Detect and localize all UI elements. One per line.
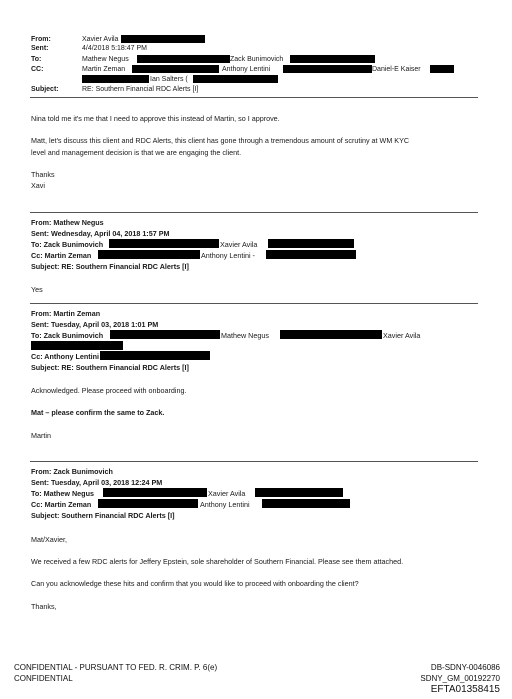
msg3-signature: Martin [31,431,51,440]
redaction [137,55,230,63]
subject-label: Subject: [31,86,59,93]
from-value: Xavier Avila [82,36,119,43]
redaction [132,65,219,73]
redaction [110,330,220,339]
redaction [31,341,123,350]
msg3-cc: Cc: Anthony Lentini [31,352,100,361]
redaction [266,250,356,259]
to-value-1: Mathew Negus [82,56,129,63]
footer-bates-1: DB-SDNY-0046086 [430,663,500,672]
redaction [109,239,219,248]
msg4-from: From: Zack Bunimovich [31,467,113,476]
cc-value-1: Martin Zeman [82,66,126,73]
msg4-cc-2: Anthony Lentini [200,500,250,509]
msg3-to-2: Mathew Negus [221,331,269,340]
msg4-to: To: Mathew Negus [31,489,94,498]
message-divider [30,212,478,213]
msg1-paragraph-2a: Matt, let's discuss this client and RDC Alerts, this client has gone through a tremendous amount of scrutiny at WM KYC [31,136,410,145]
cc-value-4: Ian Salters ( [150,76,188,83]
redaction [280,330,382,339]
redaction [268,239,354,248]
msg2-cc-2: Anthony Lentini - [201,251,255,260]
footer-confidential-1: CONFIDENTIAL - PURSUANT TO FED. R. CRIM. P. 6(e) [14,663,218,672]
msg2-body: Yes [31,285,43,294]
msg4-greeting: Mat/Xavier, [31,535,67,544]
msg2-from: From: Mathew Negus [31,218,104,227]
msg1-paragraph-2b: level and management decision is that we are engaging the client. [31,148,242,157]
msg3-body-2: Mat – please confirm the same to Zack. [31,408,165,417]
redaction [100,351,210,360]
header-divider [30,97,478,98]
from-label: From: [31,36,51,43]
redaction [255,488,343,497]
redaction [121,35,205,43]
redaction [430,65,454,73]
msg3-to: To: Zack Bunimovich [31,331,104,340]
to-label: To: [31,56,42,63]
msg3-body-1: Acknowledged. Please proceed with onboarding. [31,386,187,395]
footer-bates-2: SDNY_GM_00192270 [420,674,500,683]
redaction [290,55,375,63]
sent-label: Sent: [31,45,49,52]
cc-label: CC: [31,66,44,73]
redaction [193,75,278,83]
msg2-subject: Subject: RE: Southern Financial RDC Alerts [I] [31,262,189,271]
message-divider [30,303,478,304]
msg2-sent: Sent: Wednesday, April 04, 2018 1:57 PM [31,229,170,238]
msg4-cc: Cc: Martin Zeman [31,500,92,509]
cc-value-3: Daniel-E Kaiser [372,66,421,73]
msg3-subject: Subject: RE: Southern Financial RDC Alerts [I] [31,363,189,372]
msg2-to: To: Zack Bunimovich [31,240,104,249]
msg3-sent: Sent: Tuesday, April 03, 2018 1:01 PM [31,320,159,329]
redaction [262,499,350,508]
redaction [82,75,149,83]
msg4-body-2: Can you acknowledge these hits and confirm that you would like to proceed with onboarding the client? [31,579,359,588]
msg4-signoff: Thanks, [31,602,57,611]
msg4-to-2: Xavier Avila [208,489,246,498]
msg1-signature: Xavi [31,181,45,190]
subject-value: RE: Southern Financial RDC Alerts [I] [82,86,199,93]
msg4-sent: Sent: Tuesday, April 03, 2018 12:24 PM [31,478,163,487]
msg4-body-1: We received a few RDC alerts for Jeffery Epstein, sole shareholder of Southern Financial. Please see them attached. [31,557,404,566]
footer-confidential-2: CONFIDENTIAL [14,674,73,683]
msg3-to-3: Xavier Avila [383,331,421,340]
to-value-2: Zack Bunimovich [230,56,284,63]
redaction [98,250,200,259]
msg1-paragraph-1: Nina told me it's me that I need to approve this instead of Martin, so I approve. [31,114,280,123]
redaction [283,65,372,73]
msg2-to-2: Xavier Avila [220,240,258,249]
redaction [103,488,207,497]
footer-bates-number: EFTA01358415 [430,684,500,695]
sent-value: 4/4/2018 5:18:47 PM [82,45,147,52]
msg2-cc: Cc: Martin Zeman [31,251,92,260]
msg3-from: From: Martin Zeman [31,309,101,318]
msg1-signoff: Thanks [31,170,55,179]
msg4-subject: Subject: Southern Financial RDC Alerts [I] [31,511,175,520]
redaction [98,499,198,508]
message-divider [30,461,478,462]
cc-value-2: Anthony Lentini [222,66,271,73]
